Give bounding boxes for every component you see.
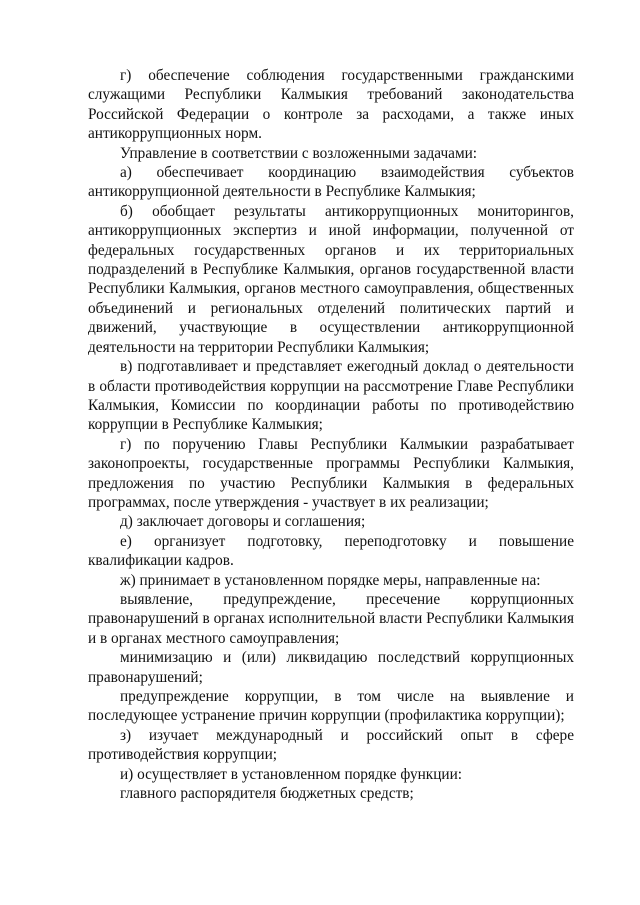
paragraph-function-i: и) осуществляет в установленном порядке функции: xyxy=(120,765,463,783)
paragraph-function-d: д) заключает договоры и соглашения; xyxy=(120,513,366,531)
paragraph-function-zh: ж) принимает в установленном порядке меры, направленные на: xyxy=(120,571,541,589)
paragraph-function-z: з) изучает международный и российский опыт в сфере противодействия коррупции; xyxy=(88,726,574,764)
paragraph-function-v: в) подготавливает и представляет ежегодный доклад о деятельности в области противодействия коррупции на рассмотрение Главе Республики Калмыкия, Комиссии по координации работы по противодействию коррупции в Республике Калмыкия; xyxy=(88,358,574,434)
paragraph-function-e: е) организует подготовку, переподготовку и повышение квалификации кадров. xyxy=(88,532,574,570)
paragraph-measure-prevention: предупреждение коррупции, в том числе на выявление и последующее устранение причин коррупции (профилактика коррупции); xyxy=(88,688,574,725)
document-body xyxy=(88,66,574,803)
paragraph-function-g: г) по поручению Главы Республики Калмыкии разрабатывает законопроекты, государственные программы Республики Калмыкия, предложения по участию Республики Калмыкия в федеральных программах, после утверждения - участвует в их реализации; xyxy=(88,435,574,511)
paragraph-function-b: б) обобщает результаты антикоррупционных мониторингов, антикоррупционных экспертиз и иной информации, полученной от федеральных государственных органов и их территориальных подразделений в Республике Калмыкия, органов государственной власти Республики Калмыкия, органов местного самоуправления, общественных объединений и региональных отделений политических партий и движений, участвующие в осуществлении антикоррупционной деятельности на территории Республики Калмыкия; xyxy=(88,202,574,356)
paragraph-function-a: а) обеспечивает координацию взаимодействия субъектов антикоррупционной деятельности в Республике Калмыкия; xyxy=(88,164,574,201)
paragraph-provision-g-compliance: г) обеспечение соблюдения государственными гражданскими служащими Республики Калмыкия требований законодательства Российской Федерации о контроле за расходами, а также иных антикоррупционных норм. xyxy=(88,67,574,143)
paragraph-budget-administrator: главного распорядителя бюджетных средств; xyxy=(120,785,414,803)
paragraph-measure-detection: выявление, предупреждение, пресечение коррупционных правонарушений в органах исполнительной власти Республики Калмыкия и в органах местного самоуправления; xyxy=(88,590,574,647)
paragraph-measure-minimization: минимизацию и (или) ликвидацию последствий коррупционных правонарушений; xyxy=(88,649,574,686)
paragraph-directorate-functions-intro: Управление в соответствии с возложенными задачами: xyxy=(120,144,478,162)
